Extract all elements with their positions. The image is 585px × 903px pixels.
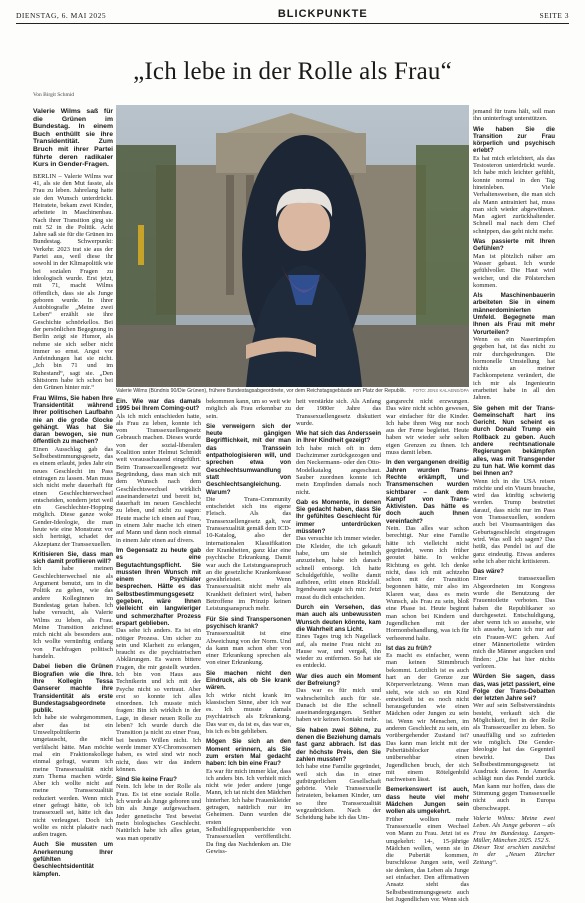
paragraph: Die Trans-Community entscheidet sich ins eigene Fleisch. Als das Transsexuellengesetz galt, war Transsexualität gemäß dem ICD-10-Katalog, also der internationalen Klassifikation der Krankheiten, ganz klar eine psychische Erkrankung. Damit war auch die Leistungsanspruch an die gesetzliche Krankenkasse gewährleistet. Wenn Transsexualität nicht mehr als Krankheit definiert wird, haben Betroffene im Prinzip keinen Leistungsanspruch mehr. — [206, 495, 291, 613]
column-3 — [206, 398, 291, 868]
question: Das wäre? — [473, 568, 504, 576]
paragraph: Ich wirke nicht krank im klassischen Sinne, aber ich war es. Ich musste damals psychiatrisch als Erkrankung. Das war es, da ist es, das war es, bis ich es bin geblieben. — [206, 691, 291, 736]
column-6 — [473, 108, 555, 868]
paragraph: Das versuchte ich immer wieder. Die Kleider, die ich gekauft habe, um sie heimlich anzuziehen, habe ich danach schnell entsorgt. Ich hatte Schuldgefühle, wollte damit aufhören, erlitt einen Rückfall. Irgendwann sagte ich mir: Jetzt musst du dich entscheiden. — [296, 535, 381, 601]
paragraph: Einen Ausschlag gab das Selbstbestimmungsgesetz, das es einem erlaubt, jedes Jahr ein neues Geschlecht im Pass eintragen zu lassen. Man muss sich nicht mehr dauerhaft für einen Geschlechterwechsel entscheiden, sondern jetzt weil ein Geschlechter-Hopping möglich. Diese ganze woke Gender-Ideologie, die man heute wie eine Monstranz vor sich herträgt, schadet der Akzeptanz der Transsexuellen. — [33, 445, 113, 548]
section-title: BLICKPUNKTE — [277, 8, 368, 20]
question: Wie haben Sie die Transition zur Frau körperlich und psychisch erlebt? — [473, 125, 555, 155]
question: Dabei lieben die Grünen Biografien wie die Ihre. Ihre Kollegin Tessa Ganserer machte ihre Transidentität als erste Bundestagsabgeordnete publik. — [33, 663, 113, 715]
paragraph: Das war es für mich und wahrscheinlich auch für sie. Danach ist die Ehe schnell auseinandergegangen. Seither haben wir keinen Kontakt mehr. — [296, 687, 381, 724]
paragraph: Nein. Das alles war schon berechtigt. Nur eine Familie hätte ich vielleicht nicht gegründet, wenn ich früher geoutet hätte. In welche Richtung es geht. Ich denke nicht, dass ich mit achtzehn schon mit der Transition begonnen hätte, mir also im Klaren war, dass es mein Wunsch, als Frau zu sein, bloß eine Phase ist. Heute beginnt man schon bei Kindern und Jugendlichen mit der Hormonbehandlung, was ich für verheerend halte. — [386, 525, 469, 642]
paragraph: BERLIN – Valerie Wilms war 41, als sie den Mut fasste, als Frau zu leben. Jahrelang hatte sie den Wunsch unterdrückt. Heiratete, bekam zwei Kinder, arbeitete in Maschinenbau. Nach ihrer Transition ging sie mit 52 in die Politik. Acht Jahre saß sie für die Grünen im Bundestag. Schwerpunkt: Verkehr. 2023 trat sie aus der Partei aus, weil diese ihr sowohl in der Klimapolitik wie bei sozialen Fragen zu ideologisch wurde. Erst jetzt, mit 71, macht Wilms öffentlich, dass sie als Junge geboren wurde. In ihrer Autobiografie „Meine zwei Leben“ erzählt sie ihre Geschichte schnörkellos. Bei der persönlichen Begegnung in Berlin zeigt sie Humor, als nehme sie sich selber nicht immer so ernst. Angst vor Anfeindungen hat sie nicht. „Ich bin 71 und im Ruhestand“, sagt sie. „Den Shitstorm habe ich schon bei den Grünen hinter mir.“ — [33, 172, 113, 392]
question: Sie machen nicht den Eindruck, als ob Sie krank wären. — [206, 669, 291, 692]
page-number: SEITE 3 — [539, 11, 569, 20]
paragraph: Ich habe sie wahrgenommen, aber das ist ein Umweltpolitikerin umgetauscht, die nicht verfälscht hätte. Man möchte mal ein Fraktionskollege einmal gefragt, warum ich meine Transsexualität nicht zum Thema machen würde. Aber ich wollte nicht auf meine Transsexualität reduziert werden. Wenn mich einer gefragt hätte, ob ich transsexuell sei, hätte ich das nicht verleugnet. Doch ich wollte es nicht plakativ nach außen tragen. — [33, 714, 113, 839]
photo-caption — [116, 388, 469, 394]
paragraph: Es hat mich erleichtert, als das Testosteron unterdrückt wurde. Ich habe mich leichter gefühlt, konnte normal in den Tag hineinleben. Viele Verhaltensweisen, die man sich als Mann antrainiert hat, muss man sich wieder abgewöhnen. Man agiert zurückhaltender. Schnell mal nach dem Chef schnippen, das geht nicht mehr. — [473, 154, 555, 235]
question: War dies auch ein Moment der Befreiung? — [296, 672, 381, 687]
paragraph: Wer auf sein Selbstverständnis besteht, verkauft sich die Möglichkeit, frei in der Rolle als Transsexueller zu leben. So unauffällig und so zufrieden wie möglich. Die Gender-Ideologie hat das Gegenteil bewirkt. Das Selbstbestimmungsgesetz ist Ausdruck davon. In Amerika schlägt nun das Pendel zurück. Man kann nur hoffen, dass die Stimmung gegen Transsexuelle nicht auch in Europa überschwappt. — [473, 702, 555, 812]
question: Wie hat sich das Anderssein in Ihrer Kindheit gezeigt? — [296, 430, 381, 445]
paragraph: Wenn ich in die USA reisen möchte und ein Visum brauche, wird das künftig schwierig werden. Trump bestreitet darauf, dass nicht nur im Pass von Transsexuellen, sondern auch bei Visumsanträgen das Geburtsgeschlecht eingetragen wird. Was soll ich sagen? Das heißt, das Pendel ist auf die ganz eindeutig. Etwas anderes sehe ich aber nicht kritisieren. — [473, 477, 555, 565]
paragraph: Transsexualität ist eine Abweichung von der Norm. Und da kann man schon eher von einer Erkrankung sprechen als von einer Erkrankung. — [206, 630, 291, 667]
paragraph: Nein. Ich lebe in der Rolle als Frau. Es ist eine soziale Rolle. Ich wurde als Junge geboren und bin als Junge aufgewachsen. Jeder genetische Test beweist mein biologisches Geschlecht. Natürlich habe ich alles getan, was man operativ — [116, 783, 201, 842]
paragraph: Es macht es einfacher, wenn man keinen Stimmbruch bekommt. Letztlich ist es auch hart an der Grenze zur Körperverletzung. Wenn man sieht, wie sich so ein Kind entwickelt ist es noch nicht herausgefunden wie einen Mädchen oder Jungen zu sein ist. Wenn wir Menschen, im anderen Geschlecht zu sein, ein vorübergehender Zustand ist? Das kann man leicht mit der Pubertätsblocker einer unübersehbar einen Jugendlichen bruch, der sich mit einem Rötelgenbild nachweisen lässt. — [386, 652, 469, 784]
paragraph: Früher wollten mehr Transsexuelle einen Wechsel von Mann zu Frau. Jetzt ist es umgekehrt: 14-, 15-jährige Mädchen wollen, wenn sie in die Pubertät kommen, burschikose Jungen sein, weil sie denken, das Leben als Junge sei einfacher. Den affirmativen Ansatz sieht das Selbstbestimmungsgesetz auch bei Jugendlichen vor. Wenn sich — [386, 815, 469, 903]
page-header — [16, 0, 569, 24]
question: Sie haben zwei Söhne, zu denen die Beziehung damals fast ganz abbrach. Ist das der höchste Preis, den Sie zahlen mussten? — [296, 726, 381, 763]
paragraph: Wenn es ein Naserümpfen gegeben hat, ist das nicht zu mir durchgedrungen. Die hormonelle Umstellung hat nichts an meiner Fachkompetenz verändert, die ich mir als Ingenieurin erarbeitet habe in all den Jahren. — [473, 335, 555, 402]
column-2 — [116, 398, 201, 868]
column-1 — [33, 108, 113, 878]
question: Auch Sie mussten um Anerkennung Ihrer gefühlten Geschlechtsidentität kämpfen. — [33, 841, 113, 878]
question: Für Sie sind Transpersonen psychisch krank? — [206, 615, 291, 630]
question: Als Maschinenbauerin arbeiteten Sie in einem männerdominierten Umfeld. Begegnete man Ihnen als Frau mit mehr Vorurteilen? — [473, 292, 555, 336]
question: Was passierte mit Ihren Gefühlen? — [473, 238, 555, 253]
issue-date: DIENSTAG, 6. MAI 2025 — [16, 11, 107, 20]
question: Würden Sie sagen, dass das, was jetzt passiert, eine Folge der Trans-Debatten der letzten Jahre sei? — [473, 673, 555, 703]
headline: „Ich lebe in der Rolle als Frau“ — [133, 58, 452, 85]
question: Im Gegensatz zu heute gab es eine Begutachtungspflicht. Sie mussten Ihren Wunsch mit einem Psychiater besprechen. Hätte es das Selbstbestimmungsgesetz gegeben, wäre Ihnen vielleicht ein langwieriger und schmerzhafter Prozess erspart geblieben. — [116, 546, 201, 627]
question: In den vergangenen dreißig Jahren wurden Trans-Rechte erkämpft, und Transmenschen wurden sichtbarer – dank dem Kampf von Trans-Aktivisten. Das hätte es doch auch Ihnen vereinfacht? — [386, 459, 469, 525]
paragraph: Es war für mich immer klar, dass ich anders bin. Ich verhielt mich nicht wie jeder andere junge Mann, ich tat nicht den Mädchen hinterher. Ich habe Frauenkleider getragen, natürlich nur im Geheimen. Dann wurden die ersten Selbsthilfegruppenberichte von Transsexuellen veröffentlicht. Da fing das Nachdenken an. Die Gewiss- — [206, 767, 291, 855]
source-note: Dieser Text erschien zunächst in der „Neuen Zürcher Zeitung“. — [473, 844, 555, 866]
photo-credit: FOTO: JENS KALAENE/DPA — [413, 388, 469, 393]
paragraph: Man ist plötzlich näher am Wasser gebaut. Ich wurde gefühlvoller. Die Haut wird weicher, und die Pölsterchen kommen. — [473, 252, 555, 289]
column-5 — [386, 398, 469, 903]
question: Kritisieren Sie, dass man sich damit profilieren will? — [33, 550, 113, 566]
lead-text: Valerie Wilms saß für die Grünen im Bundestag. In einem Buch enthüllt sie ihre Transidentität. Zum Bruch mit ihrer Partei führte deren radikaler Kurs in Gender-Fragen. — [33, 108, 113, 169]
question: Sind Sie keine Frau? — [116, 776, 177, 784]
question: Bemerkenswert ist auch, dass heute viel mehr Mädchen Jungen sein wollen als umgekehrt. — [386, 786, 469, 816]
paragraph: jemand für trans hält, soll man ihn uninterfragt unterstützen. — [473, 108, 555, 123]
question: Sie gehen mit der Trans-Gemeinschaft hart ins Gericht. Nun scheint es durch Donald Trump ein Rollback zu geben. Auch andere rechtsnationale Regierungen bekämpfen alles, was mit Transgender zu tun hat. Wie kommt das bei Ihnen an? — [473, 404, 555, 478]
book-note: Valerie Wilms: Meine zwei Leben. Als Junge geboren – als Frau im Bundestag. Langen-Müller, München 2025. 152 S. — [473, 814, 555, 844]
paragraph: Das sehe ich anders. Es ist ein nötiger Prozess. Um sicher zu sein und Klarheit zu erlangen, braucht es die psychiatrischen Abklärungen. Es waren bittere Fragen, die mir gestellt wurden. Ich bin von Haus aus Technikerin und ich mit der Psyche nicht so vertraut. Aber erst so konnte ich alles einordnen. Ich musste mich fragen: Bin ich wirklich in der Lage, in dieser neuen Rolle zu leben? Ich wurde durch die Transition ja nicht zu einer Frau, bei bestem Willen nicht. Ich werde immer XY-Chromosomen haben, es wird sind wir noch nicht, dass wir das ändern können. — [116, 627, 201, 773]
question: Durch ein Versehen, das man auch als unbewussten Wunsch deuten könnte, kam die Wahrheit ans Licht. — [296, 604, 381, 633]
paragraph: Eines Tages trug ich Nagellack auf, als meine Frau nicht zu Hause war, und vergaß, ihn wieder zu entfernen. So hat sie es entdeckt. — [296, 633, 381, 670]
paragraph: bekommen kann, um so weit wie möglich als Frau erkennbar zu sein. — [206, 398, 291, 420]
paragraph: Ich habe eine Familie gegründet, weil sich das in einer gutbürgerlichen Gesellschaft gehörte. Viele Transsexuelle heirateten, bekamen Kinder, um so ihre Transsexualität wegzudrücken. Nach der Scheidung habe ich das Um- — [296, 763, 381, 822]
byline: Von Birgit Schmid — [33, 92, 75, 98]
portrait-photo — [116, 105, 469, 387]
portrait-photo-image — [116, 105, 469, 387]
question: Frau Wilms, Sie haben Ihre Transidentität während Ihrer politischen Laufbahn nie an die große Glocke gehängt. Was hat Sie daran bewogen, sie nun öffentlich zu machen? — [33, 394, 113, 446]
question: Sie verweigern sich der heute gängigen Begrifflichkeit, mit der man das Transsein entpathologisieren will, und sprechen etwa von Geschlechtsumwandlung statt von Geschlechtsangleichung. Warum? — [206, 422, 291, 496]
question: Ein. Wie war das damals 1995 bei Ihrem Coming-out? — [116, 398, 201, 413]
paragraph: Ich habe meinen Geschlechterwechsel nie als Argument benutzt, um in die Politik zu gehen, wie das andere Kolleginnen im Bundestag getan haben. Ich habe versucht, als Valerie Wilms zu leben, als Frau. Meine Transition zeichnet mich nicht als besonders aus. Ich wollte vernünftig entlang von Fachfragen politisch handeln. — [33, 565, 113, 661]
question: Mögen Sie sich an den Moment erinnern, als Sie zum ersten Mal gedacht haben: Ich bin eine Frau? — [206, 738, 291, 768]
question: Gab es Momente, in denen Sie gedacht haben, dass Sie Ihr gefühltes Geschlecht für immer unterdrücken müssten? — [296, 498, 381, 536]
paragraph: Einer transsexuellen Abgeordneten im Kongress wurde die Benutzung der Frauentoilette verboten. Das haben die Republikaner so durchgesetzt. Entschuldigung, aber wenn ich so aussehe, wie ich aussehe, kann ich nur auf ein Frauen-WC gehen. Auf einer Männertoilette würden mich die Männer angucken und finden: „Die hat hier nichts verloren. — [473, 575, 555, 670]
paragraph: Als ich mich entschieden hatte, als Frau zu leben, konnte ich vom Transsexuellengesetz Gebrauch machen. Dieses wurde von der sozial-liberalen Koalition unter Helmut Schmidt weit vorausschauend eingeführt. Beim Transsexuellengesetz war Begründung, dass man sich mit dem Wunsch nach dem Geschlechtswechsel wirklich auseinandersetzt und bereit ist, dauerhaft im neuen Geschlecht zu leben, und nicht zu sagen: Heute mache ich einen auf Frau, in einem Jahr mache ich einen auf Mann und dann noch einmal in einem Jahr einen auf divers. — [116, 412, 201, 544]
paragraph: gangsrecht nicht erzwungen. Das wäre nicht schön gewesen, war einfacher für die Kinder. Ich habe ihren Weg nur noch aus der Ferne begleitet. Heute haben wir wieder sehr selten eigen Grenzen zu ihnen. Ich muss damit leben. — [386, 398, 469, 457]
column-4 — [296, 398, 381, 868]
paragraph: heit verstärkte sich. Als Anfang der 1980er Jahre das Transsexuellengesetz diskutiert wurde. — [296, 398, 381, 427]
question: Ist das zu früh? — [386, 644, 432, 652]
photo-caption-text: Valerie Wilms (Bündnis 90/Die Grünen), frühere Bundestagsabgeordnete, vor dem Reichstagsgebäude am Platz der Republik. — [116, 388, 406, 394]
paragraph: Ich habe mich oft in dem Dachzimmer zurückgezogen und den Neckermann- oder den Otto-Modelkatalog angeschaut. Sauber zuordnen konnte ich mein Empfinden damals noch nicht. — [296, 444, 381, 496]
